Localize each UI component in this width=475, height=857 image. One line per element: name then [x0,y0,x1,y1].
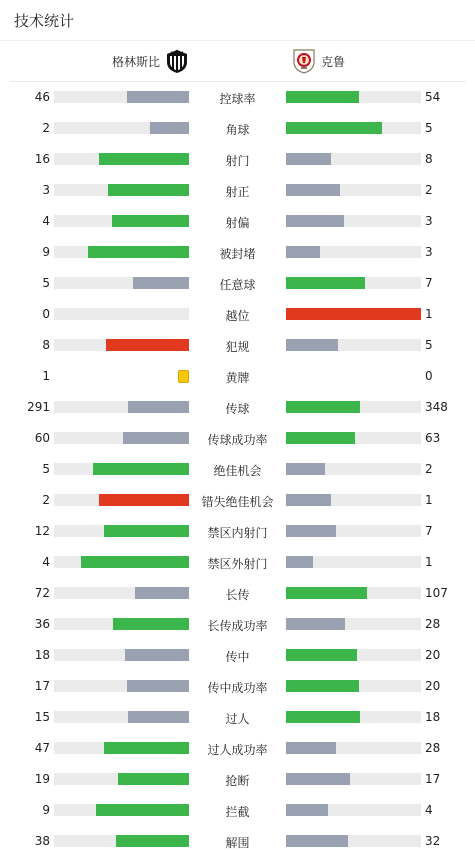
stat-row [0,640,475,671]
stat-row [0,578,475,609]
home-value: 0 [42,307,50,321]
away-team-name: 克鲁 [321,54,346,69]
home-team-name: 格林斯比 [111,54,160,69]
home-bar-track [54,618,189,630]
home-value: 19 [34,772,50,786]
away-bar-fill [286,215,344,227]
home-value: 1 [42,369,50,383]
away-value: 28 [425,617,441,631]
home-bar-fill [88,246,189,258]
stat-row [0,299,475,330]
stat-row [0,392,475,423]
stat-row [0,702,475,733]
away-bar-track [286,587,421,599]
stat-label: 任意球 [219,278,256,292]
away-bar-track [286,804,421,816]
away-bar-track [286,432,421,444]
home-value: 5 [42,276,50,290]
yellow-card-icon [178,370,189,383]
stat-row [0,113,475,144]
home-value: 2 [42,121,50,135]
stat-label: 传球 [225,402,250,416]
home-bar-track [54,649,189,661]
stat-label: 射门 [225,154,250,168]
home-bar-track [54,122,189,134]
away-bar-fill [286,122,382,134]
home-value: 60 [34,431,50,445]
home-bar-fill [116,835,189,847]
away-bar-fill [286,711,360,723]
away-value: 2 [425,462,433,476]
away-bar-fill [286,680,359,692]
away-bar-fill [286,773,350,785]
home-bar-track [54,401,189,413]
away-bar-fill [286,91,359,103]
away-bar-fill [286,835,348,847]
stat-label: 传中 [225,650,250,664]
stat-label: 解围 [225,836,250,850]
home-value: 46 [34,90,50,104]
away-bar-fill [286,463,325,475]
home-bar-fill [99,153,189,165]
away-bar-track [286,680,421,692]
home-value: 8 [42,338,50,352]
away-bar-track [286,618,421,630]
away-value: 8 [425,152,433,166]
home-value: 18 [34,648,50,662]
away-bar-track [286,184,421,196]
away-bar-track [286,463,421,475]
away-bar-track [286,525,421,537]
home-bar-track [54,339,189,351]
stat-row [0,671,475,702]
away-bar-track [286,773,421,785]
stat-label: 过人 [225,712,250,726]
away-bar-track [286,153,421,165]
home-value: 9 [42,245,50,259]
stat-label: 长传 [225,588,250,602]
away-value: 1 [425,493,433,507]
away-bar-track [286,91,421,103]
home-bar-track [54,556,189,568]
home-bar-track [54,215,189,227]
away-value: 18 [425,710,441,724]
away-bar-fill [286,153,331,165]
stat-row [0,423,475,454]
stat-label: 控球率 [219,92,256,106]
home-value: 5 [42,462,50,476]
away-value: 28 [425,741,441,755]
away-bar-track [286,556,421,568]
away-bar-track [286,742,421,754]
away-bar-track [286,246,421,258]
home-bar-fill [104,525,189,537]
home-value: 16 [34,152,50,166]
stat-row [0,547,475,578]
home-value: 15 [34,710,50,724]
stat-label: 拦截 [225,805,250,819]
away-value: 1 [425,555,433,569]
home-bar-track [54,494,189,506]
home-bar-fill [150,122,189,134]
stat-row [0,733,475,764]
home-bar-fill [128,401,189,413]
page-title: 技术统计 [14,12,75,30]
stat-label: 黄牌 [225,371,250,385]
home-bar-track [54,804,189,816]
away-bar-fill [286,401,360,413]
away-bar-fill [286,618,345,630]
stat-row [0,144,475,175]
stat-row [0,330,475,361]
away-bar-track [286,339,421,351]
stat-row [0,206,475,237]
away-team[interactable] [292,48,345,74]
stat-label: 错失绝佳机会 [201,495,274,509]
home-bar-fill [108,184,189,196]
stat-row [0,826,475,857]
home-value: 9 [42,803,50,817]
away-bar-fill [286,587,367,599]
home-value: 291 [27,400,50,414]
home-bar-fill [128,711,189,723]
home-bar-track [54,835,189,847]
home-bar-fill [135,587,189,599]
stat-row [0,361,475,392]
home-value: 47 [34,741,50,755]
away-bar-fill [286,742,336,754]
home-bar-fill [104,742,189,754]
home-bar-track [54,711,189,723]
home-value: 72 [34,586,50,600]
home-bar-fill [123,432,189,444]
away-team-crest-icon [292,48,316,74]
stat-label: 越位 [225,309,250,323]
away-bar-fill [286,246,320,258]
away-value: 5 [425,338,433,352]
away-bar-track [286,835,421,847]
stats-list [0,82,475,857]
away-bar-fill [286,277,365,289]
away-bar-track [286,494,421,506]
home-value: 36 [34,617,50,631]
home-bar-fill [112,215,189,227]
away-bar-track [286,122,421,134]
home-bar-fill [113,618,189,630]
home-bar-track [54,525,189,537]
home-value: 17 [34,679,50,693]
stat-label: 长传成功率 [207,619,268,633]
away-value: 0 [425,369,433,383]
away-bar-fill [286,184,340,196]
home-bar-fill [99,494,189,506]
home-team-crest-icon [165,48,189,74]
home-bar-track [54,91,189,103]
home-bar-track [54,246,189,258]
stat-row [0,764,475,795]
away-bar-track [286,649,421,661]
away-value: 4 [425,803,433,817]
away-value: 63 [425,431,441,445]
stat-row [0,795,475,826]
stat-label: 抢断 [225,774,250,788]
away-value: 5 [425,121,433,135]
home-bar-track [54,184,189,196]
away-bar-fill [286,525,336,537]
stat-label: 传球成功率 [207,433,268,447]
home-value: 38 [34,834,50,848]
away-value: 20 [425,648,441,662]
home-bar-track [54,308,189,320]
home-bar-track [54,432,189,444]
home-bar-fill [81,556,189,568]
home-bar-fill [96,804,189,816]
away-bar-fill [286,556,313,568]
away-bar-track [286,711,421,723]
away-bar-fill [286,308,421,320]
stat-label: 传中成功率 [207,681,268,695]
away-value: 7 [425,276,433,290]
home-bar-track [54,680,189,692]
away-bar-fill [286,339,338,351]
away-value: 348 [425,400,448,414]
away-bar-fill [286,804,328,816]
away-value: 7 [425,524,433,538]
away-value: 17 [425,772,441,786]
home-bar-track [54,153,189,165]
stat-label: 禁区内射门 [207,526,268,540]
home-bar-fill [118,773,189,785]
stat-label: 禁区外射门 [207,557,268,571]
stat-row [0,485,475,516]
home-bar-fill [93,463,189,475]
home-bar-fill [133,277,189,289]
home-bar-track [54,277,189,289]
away-bar-track [286,308,421,320]
stat-row [0,454,475,485]
stat-row [0,516,475,547]
home-value: 4 [42,214,50,228]
stat-row [0,609,475,640]
home-bar-track [54,773,189,785]
team-header [0,44,475,80]
home-bar-track [54,742,189,754]
away-value: 1 [425,307,433,321]
stat-row [0,268,475,299]
home-bar-fill [106,339,189,351]
away-bar-fill [286,432,355,444]
stat-row [0,237,475,268]
home-value: 12 [34,524,50,538]
home-bar-fill [127,680,189,692]
stat-row [0,82,475,113]
away-value: 32 [425,834,441,848]
title-divider [0,40,475,41]
stat-label: 犯规 [225,340,250,354]
home-bar-track [54,463,189,475]
stat-label: 过人成功率 [207,743,268,757]
stat-label: 射正 [225,185,250,199]
stat-label: 绝佳机会 [213,464,262,478]
away-value: 54 [425,90,441,104]
stat-label: 角球 [225,123,250,137]
home-value: 3 [42,183,50,197]
away-bar-track [286,215,421,227]
stat-row [0,175,475,206]
stat-label: 射偏 [225,216,250,230]
stat-label: 被封堵 [219,247,256,261]
home-value: 4 [42,555,50,569]
away-bar-track [286,277,421,289]
home-value: 2 [42,493,50,507]
away-value: 2 [425,183,433,197]
away-bar-track [286,401,421,413]
away-value: 3 [425,214,433,228]
away-value: 3 [425,245,433,259]
away-value: 20 [425,679,441,693]
home-bar-fill [125,649,189,661]
home-bar-fill [127,91,189,103]
away-value: 107 [425,586,448,600]
away-bar-fill [286,494,331,506]
away-bar-fill [286,649,357,661]
home-team[interactable] [112,48,189,74]
home-bar-track [54,587,189,599]
